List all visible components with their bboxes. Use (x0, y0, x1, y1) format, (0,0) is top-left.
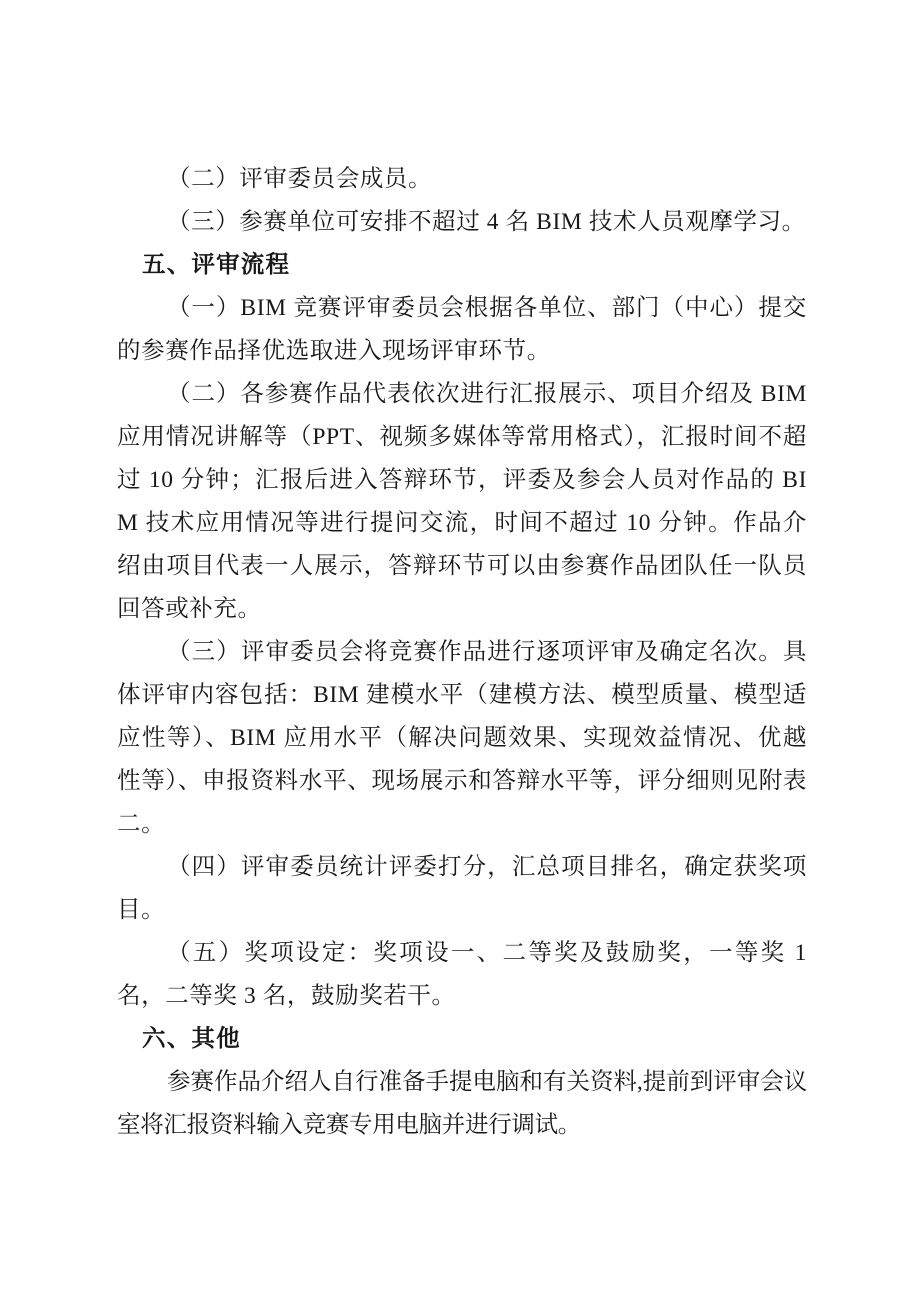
paragraph-section5-item-2: （二）各参赛作品代表依次进行汇报展示、项目介绍及 BIM 应用情况讲解等（PPT、视频多媒体等常用格式），汇报时间不超过 10 分钟；汇报后进入答辩环节，评委及参会人员对作品的 BIM 技术应用情况等进行提问交流，时间不超过 10 分钟。作品介绍由项目代表一人展示，答辩环节可以由参赛作品团队任一队员回答或补充。 (117, 381, 807, 622)
document-text-column (117, 158, 807, 1147)
heading-section-5: 五、评审流程 (142, 252, 291, 278)
paragraph-item-2-members: （二）评审委员会成员。 (167, 166, 433, 192)
paragraph-item-3-observers: （三）参赛单位可安排不超过 4 名 BIM 技术人员观摩学习。 (167, 209, 806, 235)
heading-section-6: 六、其他 (142, 1026, 241, 1052)
paragraph-section5-item-5: （五）奖项设定：奖项设一、二等奖及鼓励奖，一等奖 1 名，二等奖 3 名，鼓励奖若干。 (117, 940, 807, 1009)
paragraph-section5-item-1: （一）BIM 竞赛评审委员会根据各单位、部门（中心）提交的参赛作品择优选取进入现场评审环节。 (117, 295, 807, 364)
paragraph-section6-body: 参赛作品介绍人自行准备手提电脑和有关资料,提前到评审会议室将汇报资料输入竞赛专用电脑并进行调试。 (117, 1069, 807, 1138)
paragraph-section5-item-4: （四）评审委员统计评委打分，汇总项目排名，确定获奖项目。 (117, 854, 807, 923)
paragraph-section5-item-3: （三）评审委员会将竞赛作品进行逐项评审及确定名次。具体评审内容包括：BIM 建模水平（建模方法、模型质量、模型适应性等）、BIM 应用水平（解决问题效果、实现效益情况、优越性等）、申报资料水平、现场展示和答辩水平等，评分细则见附表二。 (117, 639, 807, 837)
